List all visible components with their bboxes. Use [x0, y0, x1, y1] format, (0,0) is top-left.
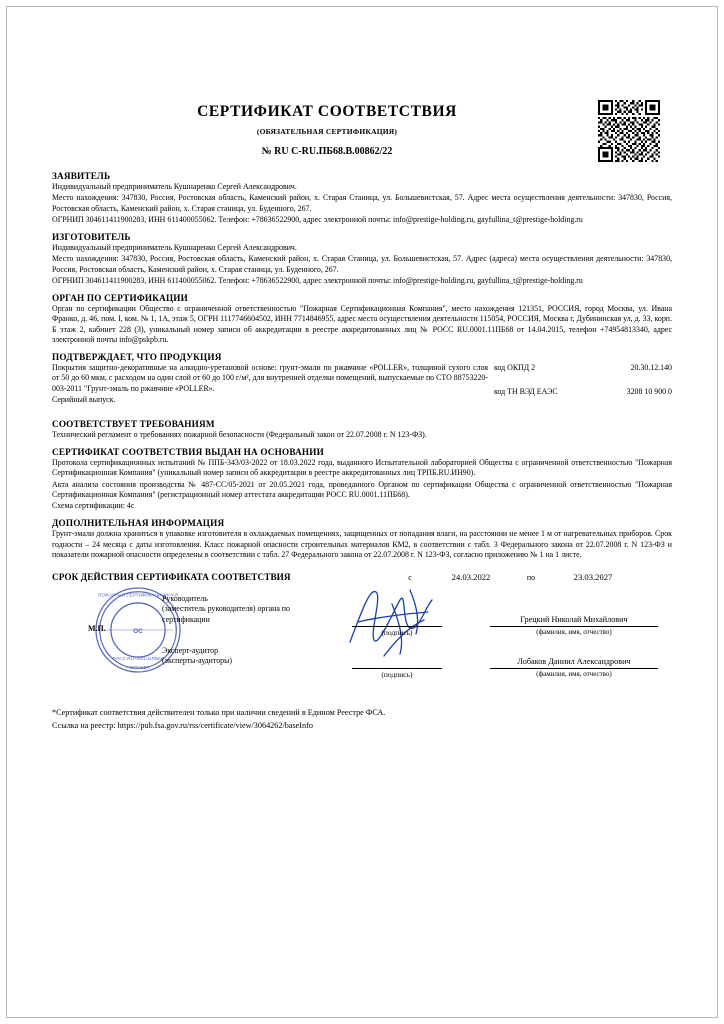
svg-text:г. МОСКВА: г. МОСКВА	[126, 665, 150, 671]
applicant-line3: ОГРНИП 304611411900283, ИНН 611400055062. Телефон: +78636522900, адрес электронной почты: info@prestige-holding.ru, gayfullina_t@prestige-holding.ru	[52, 214, 583, 224]
certificate-content	[52, 95, 672, 730]
requirements-heading: СООТВЕТСТВУЕТ ТРЕБОВАНИЯМ	[52, 418, 215, 429]
signer-name-2: Лобаков Даниил Александрович	[517, 657, 631, 667]
signature-caption-2: (подпись)	[381, 670, 413, 680]
signer-role-2	[162, 646, 232, 667]
signer-role-2-title: Эксперт-аудитор	[162, 646, 219, 656]
manufacturer-line1: Индивидуальный предприниматель Кушнаренко Сергей Александрович.	[52, 243, 297, 253]
qr-code	[598, 100, 660, 162]
product-block	[52, 363, 672, 412]
handwritten-signature	[340, 570, 460, 680]
page-title: СЕРТИФИКАТ СООТВЕТСТВИЯ	[197, 103, 457, 120]
signer-name-1: Грецкий Николай Михайлович	[520, 615, 628, 625]
stamp-label-mp: М.П.	[88, 624, 106, 634]
signer-name-line-1	[490, 626, 658, 627]
svg-text:РОСС RU.0001.11ПБ68: РОСС RU.0001.11ПБ68	[112, 655, 164, 661]
signer-role-1-line2: (заместитель руководителя) органа по	[162, 604, 290, 614]
validity-from-label: с	[408, 573, 412, 583]
validity-row	[52, 572, 672, 582]
product-description-column	[52, 363, 488, 406]
manufacturer-line3: ОГРНИП 304611411900283, ИНН 611400055062. Телефон: +78636522900, адрес электронной почты: info@prestige-holding.ru, gayfullina_t@prestige-holding.ru	[52, 275, 583, 285]
basis-paragraph-1: Протокола сертификационных испытаний № ППБ-343/03-2022 от 18.03.2022 года, выданного Испытательной лабораторией Общества с ограниченной ответственностью "Пожарная Сертификационная Компания" (уникальный номер записи об аккредитации в реестре аккредитованных лиц ТРПБ.RU.ИН90).	[52, 457, 672, 478]
product-codes-column	[494, 363, 672, 412]
footer-note: *Сертификат соответствия действителен только при наличии сведений в Едином Реестре ФСА.	[52, 708, 386, 718]
qr-code-svg	[598, 100, 660, 162]
signer-role-2-sub: (эксперты-аудиторы)	[162, 656, 233, 666]
tnved-label: код ТН ВЭД ЕАЭС	[494, 387, 558, 397]
signature-block	[52, 584, 672, 704]
signer-role-1-line3: сертификации	[162, 614, 210, 624]
additional-heading: ДОПОЛНИТЕЛЬНАЯ ИНФОРМАЦИЯ	[52, 518, 225, 529]
document-subtitle: (ОБЯЗАТЕЛЬНАЯ СЕРТИФИКАЦИЯ)	[256, 127, 398, 136]
applicant-line2: Место нахождения: 347830, Россия, Ростовская область, Каменский район, х. Старая Станица, ул. Большевистская, 57. Адрес места осуществления деятельности: 347830, Россия, Ростовская область, Каменский район, х. Старая станица, ул. Буденного, 267.	[52, 193, 672, 213]
validity-from-date: 24.03.2022	[451, 572, 491, 583]
svg-text:ОС: ОС	[133, 627, 143, 635]
signer-role-1-line1: Руководитель	[162, 594, 208, 604]
certification-body-heading: ОРГАН ПО СЕРТИФИКАЦИИ	[52, 293, 189, 304]
basis-scheme: Схема сертификации: 4с	[52, 501, 135, 511]
validity-to-label: по	[526, 573, 536, 583]
manufacturer-line2: Место нахождения: 347830, Россия, Ростовская область, Каменский район, х. Старая Станица, ул. Большевистская, 57. Адрес (адреса) места осуществления деятельности: 347830, Россия, Ростовская область, Каменский район, х. Старая станица, ул. Буденного, 267.	[52, 254, 672, 274]
tnved-row	[494, 387, 672, 397]
signer-role-1	[162, 594, 290, 625]
basis-paragraph-2: Акта анализа состояния производства № 487-СС/05-2021 от 20.05.2021 года, проведанного Органом по сертификации Общества с ограниченной ответственностью "Пожарная Сертификационная Компания" (регистрационный номер аттестата аккредитации РОСС RU.0001.11ПБ68).	[52, 479, 672, 499]
validity-heading: СРОК ДЕЙСТВИЯ СЕРТИФИКАТА СООТВЕТСТВИЯ	[52, 572, 291, 583]
signature-caption-1: (подпись)	[381, 628, 413, 638]
product-heading: ПОДТВЕРЖДАЕТ, ЧТО ПРОДУКЦИЯ	[52, 352, 222, 363]
validity-to-date: 23.03.2027	[573, 572, 613, 583]
signer-name-line-2	[490, 668, 658, 669]
manufacturer-heading: ИЗГОТОВИТЕЛЬ	[52, 232, 131, 243]
certification-body-text: Орган по сертификации Общество с ограниченной ответственностью "Пожарная Сертификационная Компания", место нахождения 121351, РОССИЯ, город Москва, ул. Ивана Франко, д. 46, пом. I, ком. № 1, 1А, этаж 5, ОГРН 1117746604502, ИНН 7714846955, адрес места осуществления деятельности 115054, РОССИЯ, Москва г, Дубининская ул, д. 33, корп. Б этаж 2, кабинет 228 (3), уникальный номер записи об аккредитации в реестре аккредитованных лиц № РОСС RU.0001.11ПБ68 от 14.04.2015, телефон +74954813340, адрес электронной почты info@pskpb.ru.	[52, 304, 672, 344]
signer-name-caption-1: (фамилия, имя, отчество)	[536, 628, 612, 637]
certificate-number: № RU C-RU.ПБ68.В.00862/22	[261, 146, 393, 157]
footer-registry-link[interactable]: Ссылка на реестр: https://pub.fsa.gov.ru/rss/certificate/view/3064262/baseInfo	[52, 721, 313, 731]
product-text: Покрытия защитно-декоративные на алкидно-уретановой основе: грунт-эмали по ржавчине «POLLER», толщиной сухого слоя от 50 до 60 мкм, с расходом на один слой от 60 до 100 г/м², для внутренней отделки помещений, выпускаемые по СТО 88753220-003-2011 "Грунт-эмаль по ржавчине «POLLER».	[52, 363, 488, 393]
okpd2-row	[494, 363, 672, 373]
signature-line-1	[352, 626, 442, 627]
applicant-line1: Индивидуальный предприниматель Кушнаренко Сергей Александрович.	[52, 182, 297, 191]
requirements-text: Технический регламент о требованиях пожарной безопасности (Федеральный закон от 22.07.2008 г. N 123-ФЗ).	[52, 429, 427, 439]
signer-name-caption-2: (фамилия, имя, отчество)	[536, 670, 612, 679]
okpd2-value: 20.30.12.140	[630, 363, 672, 373]
additional-text: Грунт-эмали должна храниться в упаковке изготовителя в охлаждаемых помещениях, защищенных от попадания влаги, на расстоянии не менее 1 м от нагревательных приборов. Срок годности – 24 месяца с даты изготовления. Класс пожарной опасности строительных материалов КМ2, в соответствии с табл. 3 Федерального закона от 22.07.2008 г. N 123-ФЗ и показатели пожарной опасности определены в соответствии с табл. 27 Федерального закона от 22.07.2008 г. N 123-ФЗ, согласно приложению № 1 на 1 листе.	[52, 529, 672, 559]
okpd2-label: код ОКПД 2	[494, 363, 536, 373]
applicant-heading: ЗАЯВИТЕЛЬ	[52, 171, 111, 181]
svg-text:ПОЖАРНАЯ СЕРТИФИКАЦИОННАЯ: ПОЖАРНАЯ СЕРТИФИКАЦИОННАЯ	[97, 592, 179, 598]
product-serial: Серийный выпуск.	[52, 394, 116, 404]
basis-heading: СЕРТИФИКАТ СООТВЕТСТВИЯ ВЫДАН НА ОСНОВАНИИ	[52, 446, 324, 457]
tnved-value: 3208 10 900 0	[626, 387, 672, 397]
signature-line-2	[352, 668, 442, 669]
